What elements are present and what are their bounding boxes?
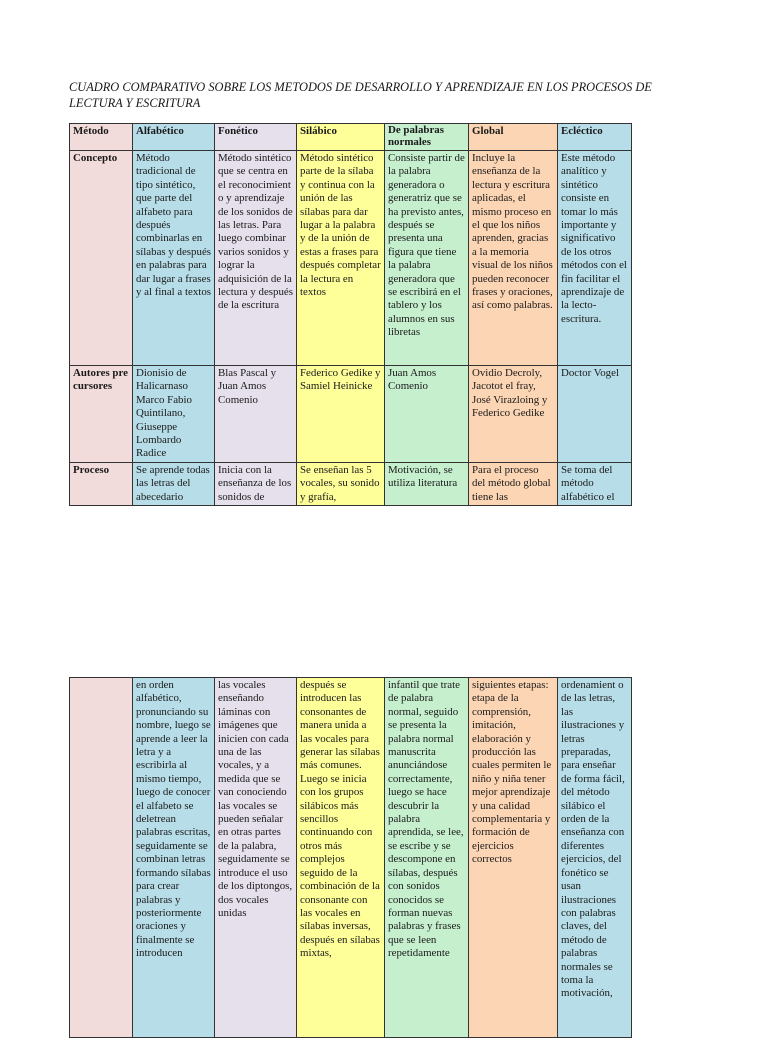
table-cell: Blas Pascal y Juan Amos Comenio — [215, 366, 297, 463]
table-row — [70, 151, 632, 366]
table-cell: Consiste partir de la palabra generadora o generatriz que se ha previsto antes, después se presenta una figura que tiene la palabra generadora que se escribirá en el tablero y los alumnos en sus libretas — [385, 151, 469, 366]
table-row — [70, 678, 632, 1038]
table-cell: las vocales enseñando láminas con imágenes que inicien con cada una de las vocales, y a medida que se van conociendo las vocales se pueden señalar en otras partes de la palabra, seguidamente se introduce el uso de los diptongos, dos vocales unidas — [215, 678, 297, 1038]
table-cell: Doctor Vogel — [558, 366, 632, 463]
header-row — [70, 124, 632, 151]
table-cell: Federico Gedike y Samiel Heinicke — [297, 366, 385, 463]
header-alphabetic: Alfabético — [133, 124, 215, 151]
table-cell: Se enseñan las 5 vocales, su sonido y grafía, — [297, 462, 385, 505]
table-cell: infantil que trate de palabra normal, seguido se presenta la palabra normal manuscrita anunciándose correctamente, luego se hace descubrir la palabra aprendida, se lee, se escribe y se descompone en sílabas, después con sonidos conocidos se forman nuevas palabras y frases que se leen repetidamente — [385, 678, 469, 1038]
header-normal-words: De palabras normales — [385, 124, 469, 151]
table-cell: Para el proceso del método global tiene las — [469, 462, 558, 505]
table-cell: ordenamient o de las letras, las ilustraciones y letras preparadas, para enseñar de forma fácil, del método silábico el orden de la enseñanza con diferentes ejercicios, del fonético se usan ilustraciones con palabras claves, del método de palabras normales se toma la motivación, — [558, 678, 632, 1038]
table-cell: en orden alfabético, pronunciando su nombre, luego se aprende a leer la letra y a escribirla al mismo tiempo, luego de conocer el alfabeto se deletrean palabras escritas, seguidamente se combinan letras formando sílabas para crear palabras y posteriormente oraciones y finalmente se introducen — [133, 678, 215, 1038]
table-cell: Motivación, se utiliza literatura — [385, 462, 469, 505]
header-global: Global — [469, 124, 558, 151]
header-method: Método — [70, 124, 133, 151]
row-label-process: Proceso — [70, 462, 133, 505]
table-cell: Método tradicional de tipo sintético, que parte del alfabeto para después combinarlas en sílabas y después en palabras para dar lugar a frases y al final a textos — [133, 151, 215, 366]
table-cell: Se aprende todas las letras del abecedario — [133, 462, 215, 505]
comparison-table — [69, 123, 632, 506]
document-title: CUADRO COMPARATIVO SOBRE LOS METODOS DE DESARROLLO Y APRENDIZAJE EN LOS PROCESOS DE LECTURA Y ESCRITURA — [69, 80, 652, 110]
table-row — [70, 366, 632, 463]
row-label-authors: Autores precursores — [70, 366, 133, 463]
row-label-concept: Concepto — [70, 151, 133, 366]
table-cell: Incluye la enseñanza de la lectura y escritura aplicadas, el mismo proceso en el que los niños aprenden, gracias a la memoria visual de los niños pueden reconocer frases y oraciones, así como palabras. — [469, 151, 558, 366]
row-label-empty — [70, 678, 133, 1038]
header-syllabic: Silábico — [297, 124, 385, 151]
header-eclectic: Ecléctico — [558, 124, 632, 151]
table-cell: Ovidio Decroly, Jacotot el fray, José Virazloing y Federico Gedike — [469, 366, 558, 463]
table-row — [70, 462, 632, 505]
table-cell: Método sintético que se centra en el reconocimient o y aprendizaje de los sonidos de las letras. Para luego combinar varios sonidos y lograr la adquisición de la lectura y después de la escritura — [215, 151, 297, 366]
table-cell: Inicia con la enseñanza de los sonidos de — [215, 462, 297, 505]
table-cell: después se introducen las consonantes de manera unida a las vocales para generar las sílabas más comunes. Luego se inicia con los grupos silábicos más sencillos continuando con otros más complejos seguido de la combinación de la consonante con las vocales en sílabas inversas, después en sílabas mixtas, — [297, 678, 385, 1038]
table-cell: Dionisio de Halicarnaso Marco Fabio Quintilano, Giuseppe Lombardo Radice — [133, 366, 215, 463]
table-cell: Este método analítico y sintético consiste en tomar lo más importante y significativo de los otros métodos con el fin facilitar el aprendizaje de la lecto-escritura. — [558, 151, 632, 366]
table-cell: siguientes etapas: etapa de la comprensión, imitación, elaboración y producción las cuales permiten le niño y niña tener mejor aprendizaje y una calidad complementaria y formación de ejercicios correctos — [469, 678, 558, 1038]
header-phonetic: Fonético — [215, 124, 297, 151]
comparison-table-continuation — [69, 677, 632, 1038]
table-cell: Juan Amos Comenio — [385, 366, 469, 463]
table-cell: Método sintético parte de la sílaba y continua con la unión de las sílabas para dar lugar a la palabra y de la unión de estas a frases para después completar la lectura en textos — [297, 151, 385, 366]
table-cell: Se toma del método alfabético el — [558, 462, 632, 505]
